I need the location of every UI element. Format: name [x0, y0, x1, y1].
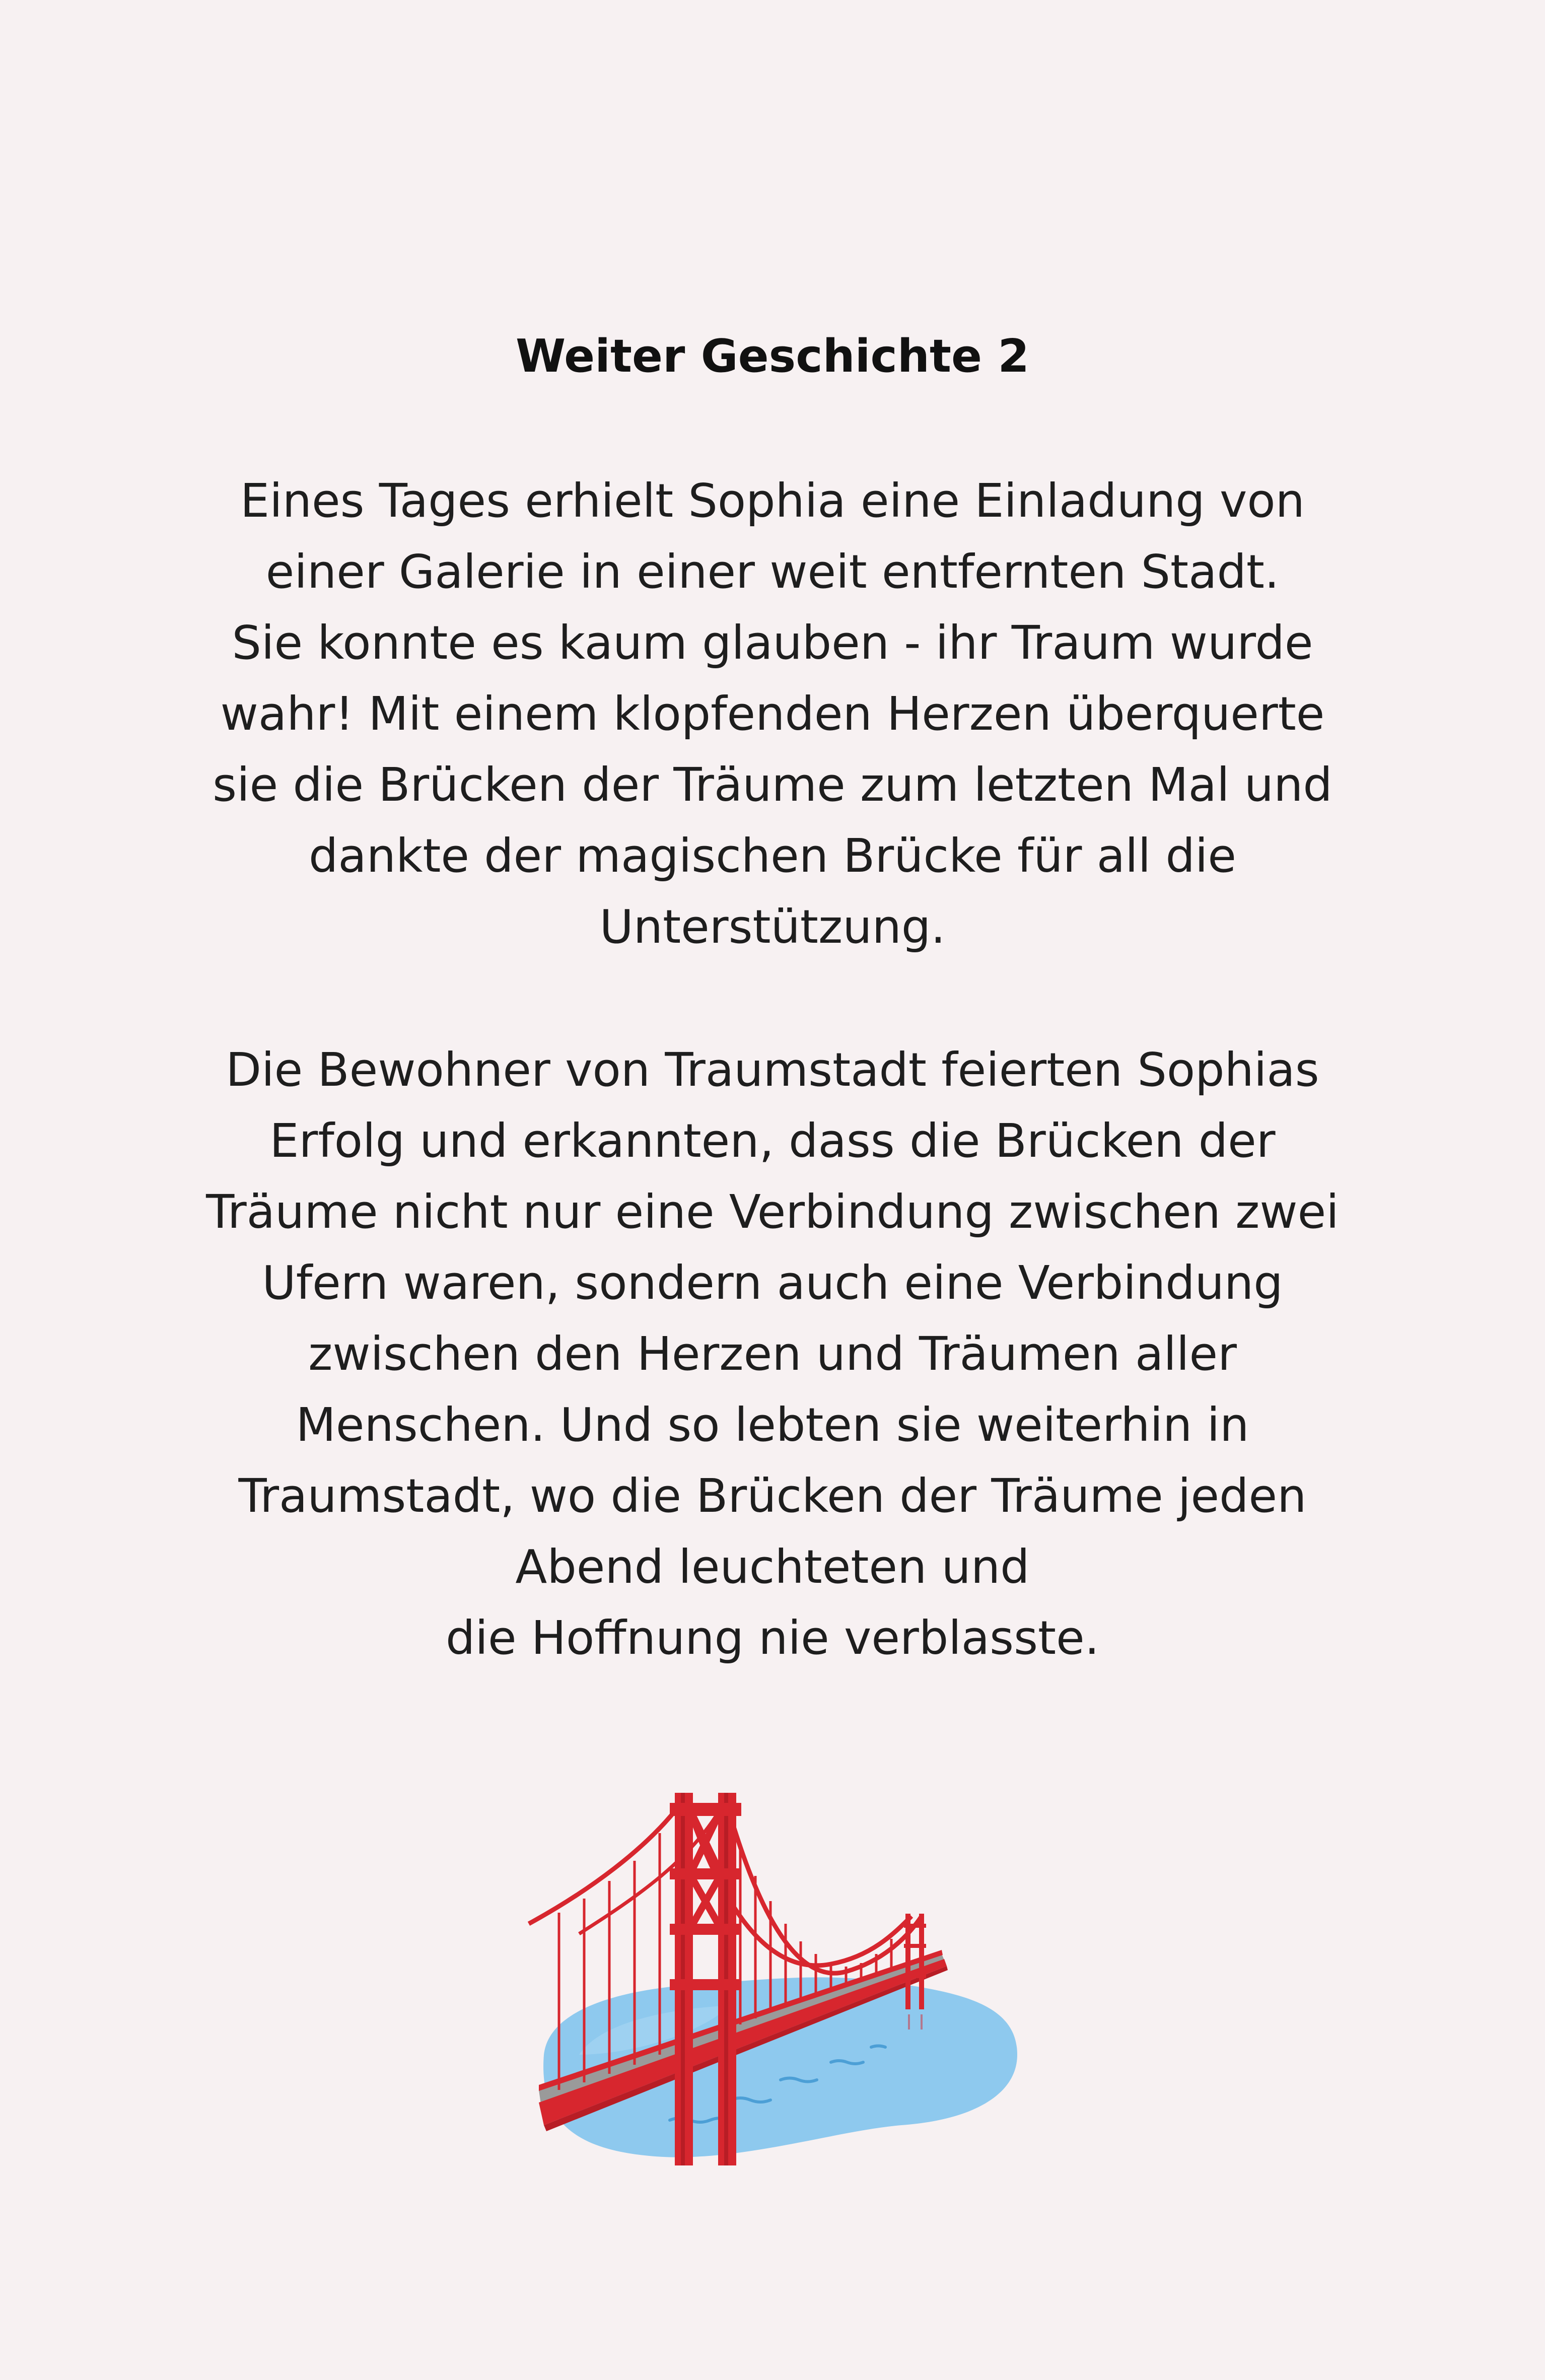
text-line: Sie konnte es kaum glauben - ihr Traum wurde: [232, 616, 1313, 670]
text-line: einer Galerie in einer weit entfernten Stadt.: [265, 545, 1280, 599]
story-title: Weiter Geschichte 2: [516, 330, 1029, 383]
text-line: sie die Brücken der Träume zum letzten Mal und: [213, 758, 1332, 812]
story-paragraph-2: [101, 1034, 1444, 1673]
text-line: Eines Tages erhielt Sophia eine Einladung von: [240, 474, 1305, 528]
text-line: Menschen. Und so lebten sie weiterhin in: [296, 1398, 1249, 1452]
text-line: Unterstützung.: [599, 900, 946, 954]
suspension-bridge-icon: [519, 1773, 1027, 2165]
text-line: wahr! Mit einem klopfenden Herzen überquerte: [220, 687, 1325, 741]
text-line: Traumstadt, wo die Brücken der Träume jeden: [238, 1469, 1307, 1523]
text-line: Abend leuchteten und: [515, 1540, 1030, 1594]
text-line: Träume nicht nur eine Verbindung zwischen zwei: [206, 1185, 1339, 1239]
text-line: Erfolg und erkannten, dass die Brücken der: [269, 1114, 1276, 1168]
text-line: dankte der magischen Brücke für all die: [308, 829, 1237, 883]
text-line: zwischen den Herzen und Träumen aller: [308, 1327, 1237, 1381]
text-line: Die Bewohner von Traumstadt feierten Sophias: [226, 1043, 1319, 1097]
story-paragraph-1: [101, 465, 1444, 962]
text-line: die Hoffnung nie verblasste.: [446, 1611, 1099, 1665]
text-line: Ufern waren, sondern auch eine Verbindung: [262, 1256, 1283, 1310]
